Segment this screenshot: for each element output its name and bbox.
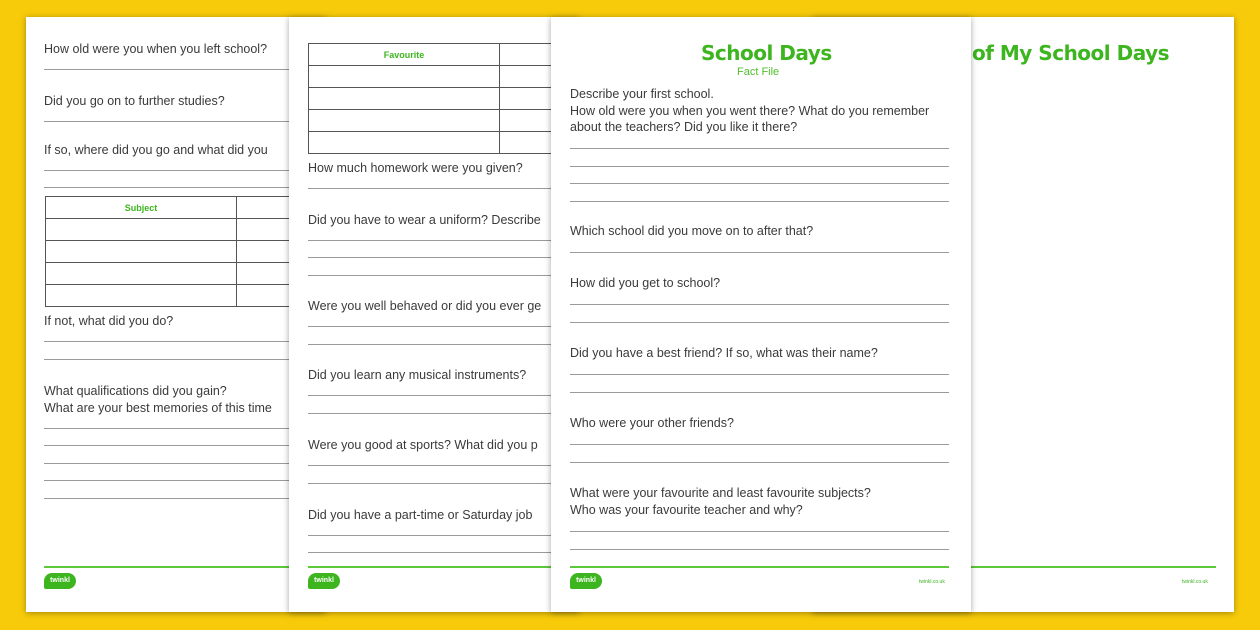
answer-line [570, 252, 949, 253]
question-where-did-you-go: If so, where did you go and what did you [44, 143, 268, 157]
footer-rule [308, 566, 579, 568]
site-url: twinkl.co.uk [919, 579, 945, 585]
answer-line [570, 531, 949, 532]
question-teachers: about the teachers? Did you like it there? [570, 120, 798, 134]
answer-line [44, 428, 326, 429]
question-homework: How much homework were you given? [308, 161, 523, 175]
answer-line [570, 183, 949, 184]
worksheet-page-3 [551, 17, 971, 612]
footer-rule [44, 566, 326, 568]
question-next-school: Which school did you move on to after that? [570, 224, 814, 238]
answer-line [308, 344, 579, 345]
answer-line [44, 121, 326, 122]
answer-line [570, 201, 949, 202]
page-title-partial: of My School Days [972, 41, 1170, 65]
page-title: School Days [701, 41, 832, 65]
answer-line [44, 170, 326, 171]
question-favourite-subjects: What were your favourite and least favourite subjects? [570, 486, 871, 500]
answer-line [570, 166, 949, 167]
answer-line [308, 257, 579, 258]
table-header-subject: Subject [46, 197, 237, 219]
question-best-memories: What are your best memories of this time [44, 401, 272, 415]
twinkl-logo: twinkl [570, 573, 602, 589]
footer-rule [570, 566, 949, 568]
answer-line [570, 304, 949, 305]
page-subtitle: Fact File [737, 66, 780, 78]
answer-line [570, 322, 949, 323]
answer-line [308, 240, 579, 241]
question-qualifications: What qualifications did you gain? [44, 384, 227, 398]
answer-line [308, 275, 579, 276]
answer-line [308, 326, 579, 327]
answer-line [308, 395, 579, 396]
worksheet-page-2 [289, 17, 579, 612]
question-behaviour: Were you well behaved or did you ever ge [308, 299, 542, 313]
answer-line [44, 498, 326, 499]
question-get-to-school: How did you get to school? [570, 276, 721, 290]
answer-line [44, 359, 326, 360]
answer-line [308, 535, 579, 536]
table-header-favourite: Favourite [309, 44, 500, 66]
answer-line [570, 549, 949, 550]
answer-line [308, 552, 579, 553]
question-if-not: If not, what did you do? [44, 314, 174, 328]
question-first-school: Describe your first school. [570, 87, 714, 101]
question-further-studies: Did you go on to further studies? [44, 94, 225, 108]
answer-line [308, 465, 579, 466]
answer-line [44, 187, 326, 188]
question-other-friends: Who were your other friends? [570, 416, 734, 430]
answer-line [308, 483, 579, 484]
question-best-friend: Did you have a best friend? If so, what was their name? [570, 346, 878, 360]
question-left-school: How old were you when you left school? [44, 42, 268, 56]
answer-line [570, 462, 949, 463]
question-sports: Were you good at sports? What did you p [308, 438, 538, 452]
answer-line [44, 341, 326, 342]
worksheet-page-1 [26, 17, 326, 612]
answer-line [570, 374, 949, 375]
twinkl-logo: twinkl [308, 573, 340, 589]
question-musical-instruments: Did you learn any musical instruments? [308, 368, 527, 382]
footer-rule [962, 566, 1216, 568]
twinkl-logo: twinkl [44, 573, 76, 589]
question-favourite-teacher: Who was your favourite teacher and why? [570, 503, 803, 517]
answer-line [570, 392, 949, 393]
answer-line [308, 188, 579, 189]
favourite-table [308, 43, 579, 154]
answer-line [44, 480, 326, 481]
subject-table [45, 196, 326, 307]
answer-line [308, 413, 579, 414]
answer-line [570, 148, 949, 149]
answer-line [44, 463, 326, 464]
answer-line [44, 69, 326, 70]
question-uniform: Did you have to wear a uniform? Describe [308, 213, 541, 227]
question-how-old: How old were you when you went there? What do you remember [570, 104, 930, 118]
question-part-time-job: Did you have a part-time or Saturday job [308, 508, 533, 522]
answer-line [44, 445, 326, 446]
site-url: twinkl.co.uk [1182, 579, 1208, 585]
answer-line [570, 444, 949, 445]
